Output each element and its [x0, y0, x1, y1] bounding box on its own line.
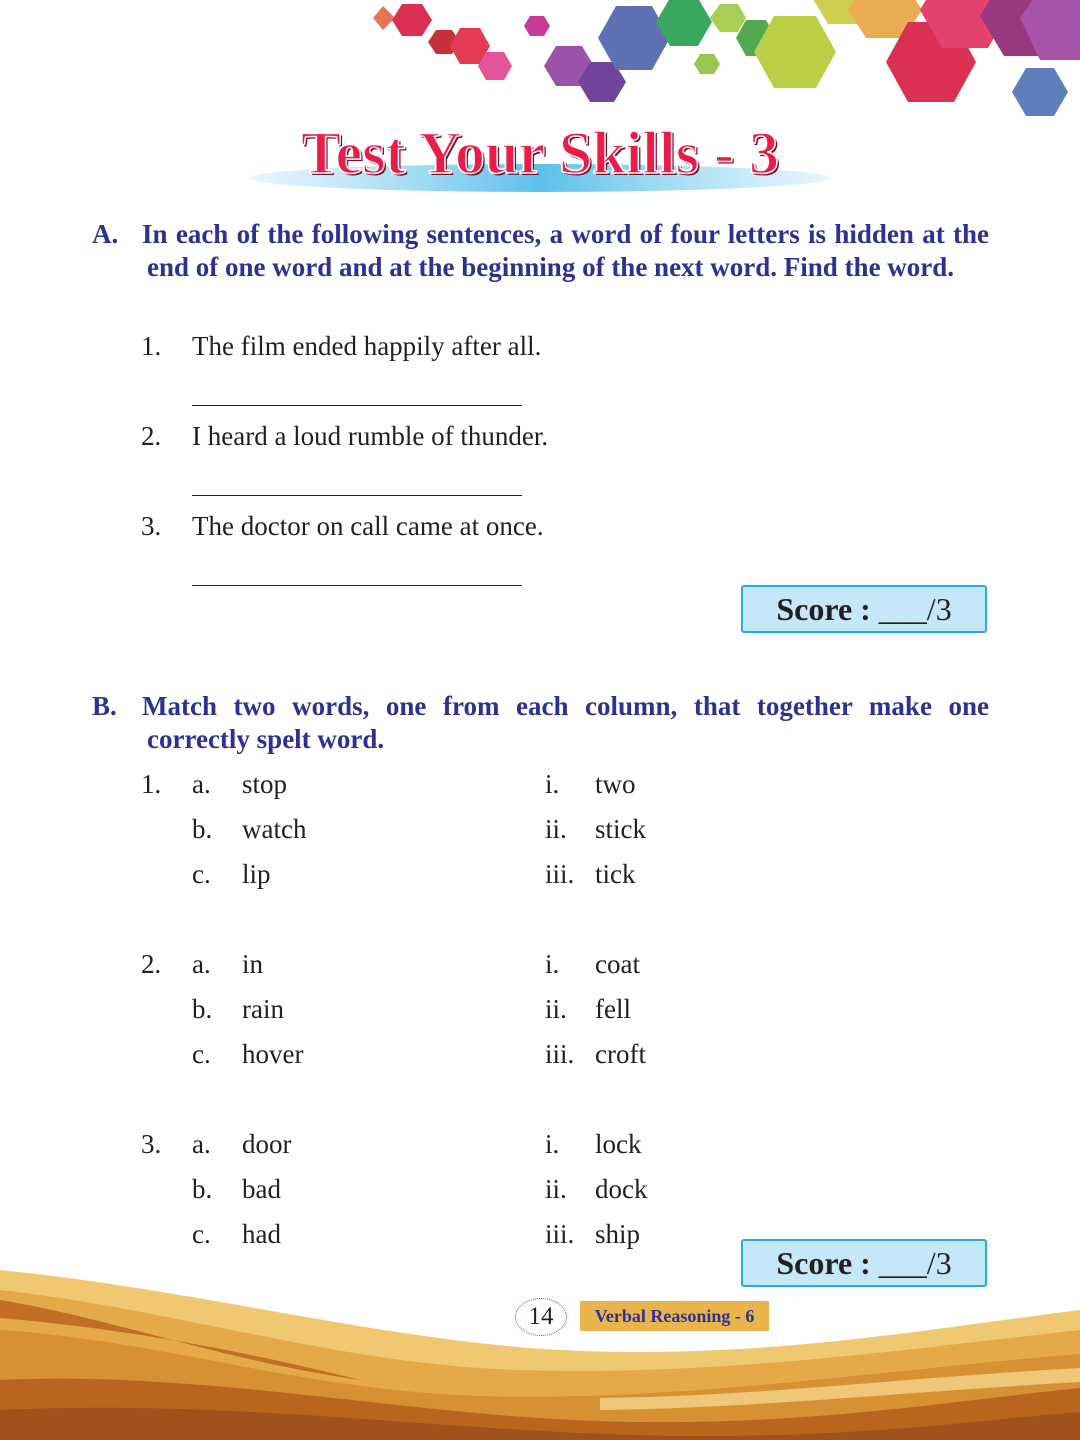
- hexagon-shape: [598, 6, 670, 70]
- item-number: 3.: [141, 511, 162, 541]
- book-label: Verbal Reasoning - 6: [580, 1301, 769, 1331]
- hexagon-shape: [373, 6, 395, 30]
- left-word: rain: [242, 994, 284, 1024]
- left-word: hover: [242, 1039, 304, 1069]
- hexagon-decoration: [0, 0, 1080, 120]
- right-word: ship: [595, 1219, 641, 1249]
- score-label: Score :: [776, 1245, 871, 1281]
- left-letter: a.: [192, 949, 211, 979]
- score-value[interactable]: ___/3: [878, 591, 952, 627]
- answer-line[interactable]: [192, 405, 522, 406]
- section-b-score-box: [741, 1239, 987, 1287]
- section-b-letter: B.: [92, 691, 117, 721]
- hexagon-shape: [524, 16, 550, 36]
- left-letter: a.: [192, 769, 211, 799]
- score-label: Score :: [776, 591, 871, 627]
- right-numeral: ii.: [545, 994, 567, 1024]
- left-letter: b.: [192, 994, 213, 1024]
- left-letter: c.: [192, 1039, 211, 1069]
- right-word: dock: [595, 1174, 648, 1204]
- right-numeral: i.: [545, 769, 560, 799]
- left-word: bad: [242, 1174, 281, 1204]
- left-letter: c.: [192, 859, 211, 889]
- left-word: in: [242, 949, 264, 979]
- answer-line[interactable]: [192, 495, 522, 496]
- hexagon-shape: [694, 54, 720, 74]
- left-letter: c.: [192, 1219, 211, 1249]
- left-letter: a.: [192, 1129, 211, 1159]
- item-sentence: The film ended happily after all.: [192, 331, 542, 361]
- right-word: tick: [595, 859, 636, 889]
- item-number: 2.: [141, 421, 162, 451]
- right-numeral: i.: [545, 1129, 560, 1159]
- right-word: lock: [595, 1129, 642, 1159]
- answer-line[interactable]: [192, 585, 522, 586]
- section-a-text: In each of the following sentences, a word of four letters is hidden at the end of one word and at the beginning of the next word. Find the word.: [142, 219, 989, 282]
- page-number: 14: [515, 1298, 567, 1336]
- left-letter: b.: [192, 814, 213, 844]
- score-value[interactable]: ___/3: [878, 1245, 952, 1281]
- right-word: stick: [595, 814, 646, 844]
- right-numeral: i.: [545, 949, 560, 979]
- section-b-instruction: [92, 690, 989, 756]
- item-sentence: I heard a loud rumble of thunder.: [192, 421, 549, 451]
- hexagon-shape: [392, 4, 432, 36]
- left-word: lip: [242, 859, 271, 889]
- hexagon-shape: [1012, 68, 1068, 116]
- right-numeral: ii.: [545, 1174, 567, 1204]
- page-title: Test Your Skills - 3: [301, 120, 779, 186]
- hexagon-shape: [710, 4, 746, 32]
- item-number: 1.: [141, 331, 162, 361]
- right-numeral: iii.: [545, 1219, 575, 1249]
- right-word: coat: [595, 949, 640, 979]
- group-number: 3.: [141, 1129, 162, 1159]
- right-numeral: iii.: [545, 1039, 575, 1069]
- right-word: fell: [595, 994, 631, 1024]
- footer-wave-decoration: [0, 1270, 1080, 1440]
- right-numeral: iii.: [545, 859, 575, 889]
- left-word: door: [242, 1129, 292, 1159]
- group-number: 2.: [141, 949, 162, 979]
- left-letter: b.: [192, 1174, 213, 1204]
- left-word: had: [242, 1219, 281, 1249]
- group-number: 1.: [141, 769, 162, 799]
- title-banner: [0, 118, 1080, 198]
- section-a-score-box: [741, 585, 987, 633]
- right-word: two: [595, 769, 636, 799]
- right-word: croft: [595, 1039, 646, 1069]
- section-a-letter: A.: [92, 219, 119, 249]
- section-a-instruction: [92, 218, 989, 284]
- item-sentence: The doctor on call came at once.: [192, 511, 544, 541]
- right-numeral: ii.: [545, 814, 567, 844]
- section-b-text: Match two words, one from each column, that together make one correctly spelt word.: [142, 691, 989, 754]
- left-word: stop: [242, 769, 288, 799]
- left-word: watch: [242, 814, 307, 844]
